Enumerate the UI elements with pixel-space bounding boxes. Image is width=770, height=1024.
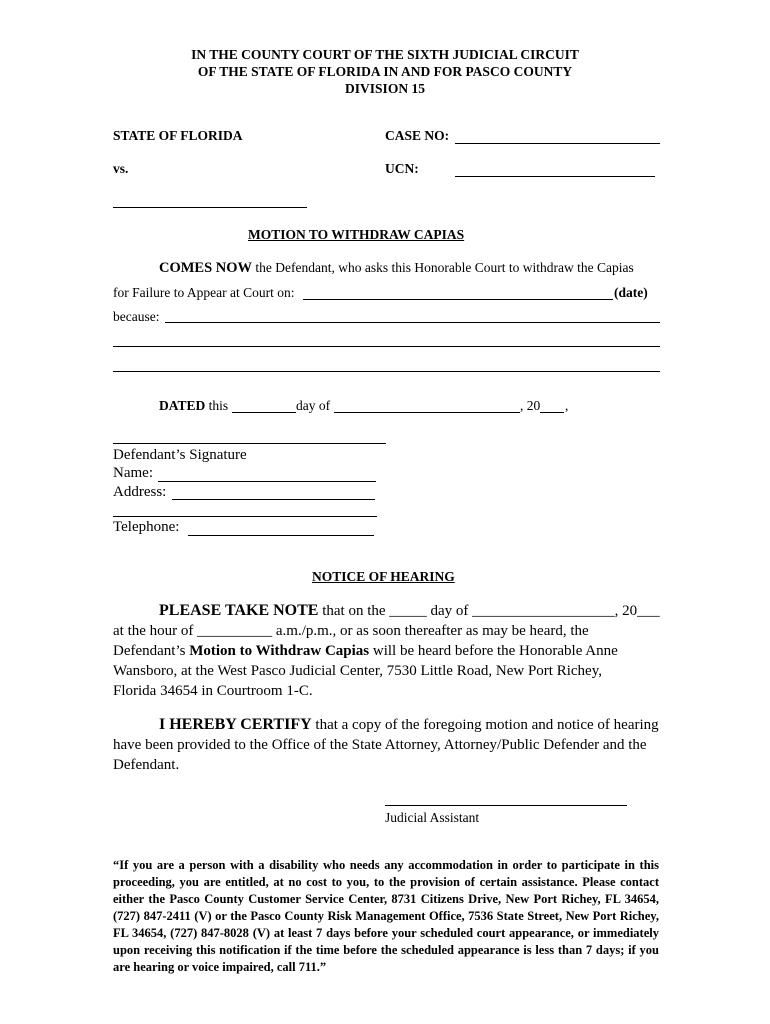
because-field-1[interactable] [165, 322, 660, 323]
court-header-line3: DIVISION 15 [345, 81, 425, 96]
failure-to-appear-label: for Failure to Appear at Court on: [113, 285, 295, 300]
defendant-signature-field[interactable] [113, 443, 386, 444]
court-header-line2: OF THE STATE OF FLORIDA IN AND FOR PASCO COUNTY [197, 64, 573, 79]
case-no-label: CASE NO: [385, 128, 450, 143]
motion-name-bold: Motion to Withdraw Capias [189, 643, 370, 659]
case-no-field[interactable] [455, 143, 660, 144]
address-field-2[interactable] [113, 516, 377, 517]
year-prefix: , 20 [520, 398, 541, 413]
comes-now-line [159, 260, 634, 277]
defendant-name-field[interactable] [113, 207, 307, 208]
name-label: Name: [113, 465, 153, 481]
certify-bold: I HEREBY CERTIFY [159, 716, 312, 733]
ucn-label: UCN: [385, 161, 419, 176]
certify-paragraph: I HEREBY CERTIFY that a copy of the foregoing motion and notice of hearing have been provided to the Office of the State Attorney, Attorney/Public Defender and the Defendant. [113, 716, 659, 773]
notice-paragraph: PLEASE TAKE NOTE that on the _____ day of ___________________, 20___ at the hour of __________ a.m./p.m., or as soon thereafter as may be heard, the Defendant’s Motion to Withdraw Capias will be heard before the Honorable Anne Wansboro, at the West Pasco Judicial Center, 7530 Little Road, New Port Richey, Florida 34654 in Courtroom 1-C. [113, 602, 660, 699]
ada-accommodation-notice: “If you are a person with a disability who needs any accommodation in order to participate in this proceeding, you are entitled, at no cost to you, to the provision of certain assistance. Please contact either the Pasco County Customer Service Center, 8731 Citizens Drive, New Port Richey, FL 34654, (727) 847-2411 (V) or the Pasco County Risk Management Office, 7536 State Street, New Port Richey, FL 34654, (727) 847-8028 (V) at least 7 days before your scheduled court appearance, or immediately upon receiving this notification if the time before the scheduled appearance is less than 7 days; if you are hearing or voice impaired, call 711.” [113, 858, 659, 974]
dated-month-field[interactable] [334, 412, 520, 413]
because-field-3[interactable] [113, 371, 660, 372]
defendant-signature-label: Defendant’s Signature [113, 447, 247, 463]
telephone-label: Telephone: [113, 519, 180, 535]
court-header-line1: IN THE COUNTY COURT OF THE SIXTH JUDICIAL CIRCUIT [191, 47, 579, 62]
address-field-1[interactable] [172, 499, 375, 500]
dated-day-field[interactable] [232, 412, 296, 413]
because-label: because: [113, 309, 160, 324]
please-take-note-bold: PLEASE TAKE NOTE [159, 602, 319, 619]
telephone-field[interactable] [188, 535, 374, 536]
year-suffix: , [565, 398, 569, 413]
vs-label: vs. [113, 161, 129, 176]
address-label: Address: [113, 484, 167, 500]
appear-date-field[interactable] [303, 299, 613, 300]
notice-of-hearing-title: NOTICE OF HEARING [312, 569, 455, 584]
judicial-assistant-signature-field[interactable] [385, 805, 627, 806]
day-of-label: day of [296, 398, 331, 413]
name-field[interactable] [158, 481, 376, 482]
motion-title: MOTION TO WITHDRAW CAPIAS [248, 227, 465, 242]
dated-bold: DATED [159, 398, 206, 413]
ucn-field[interactable] [455, 176, 655, 177]
dated-year-field[interactable] [540, 412, 564, 413]
dated-line: DATED this [159, 398, 229, 413]
comes-now-bold: COMES NOW [159, 260, 253, 276]
judicial-assistant-label: Judicial Assistant [385, 810, 480, 825]
because-field-2[interactable] [113, 346, 660, 347]
date-label: (date) [614, 285, 648, 300]
state-of-florida: STATE OF FLORIDA [113, 128, 243, 143]
motion-body-text: the Defendant, who asks this Honorable Court to withdraw the Capias [252, 260, 634, 275]
